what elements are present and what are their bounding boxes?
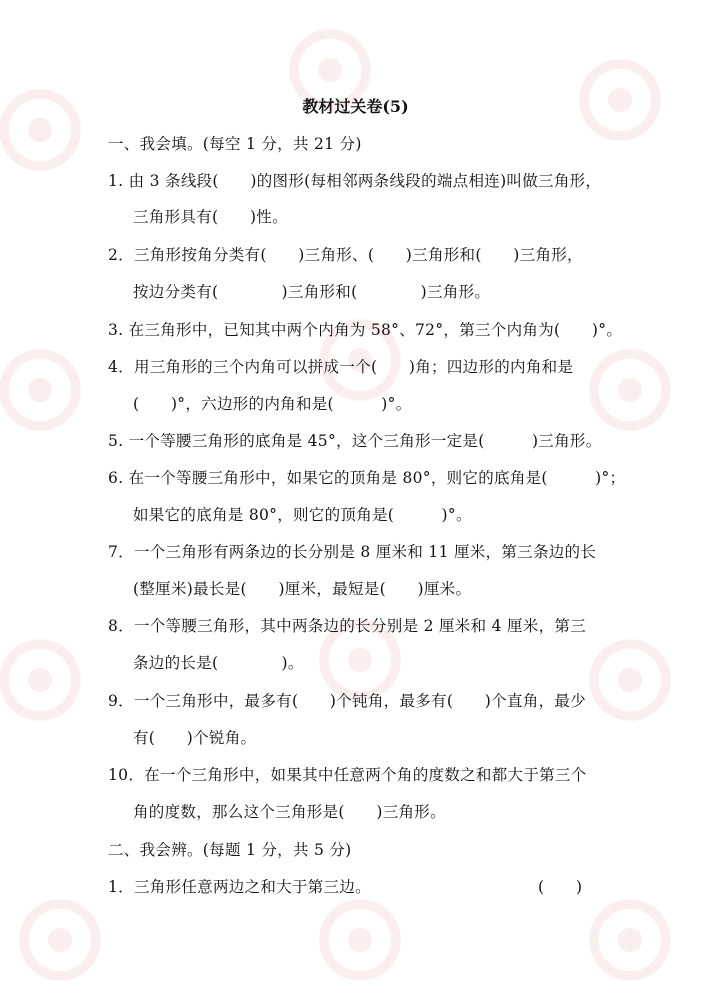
section-heading: 二、我会辨。(每题 1 分，共 5 分): [108, 841, 352, 859]
question-line: 1. 由 3 条线段( )的图形(每相邻两条线段的端点相连)叫做三角形，: [108, 172, 602, 190]
watermark-logo-icon: [0, 330, 100, 450]
watermark-logo-icon: [300, 880, 420, 1000]
question-line: 三角形具有( )性。: [133, 208, 288, 226]
question-line: 6. 在一个等腰三角形中，如果它的顶角是 80°，则它的底角是( )°；: [108, 469, 626, 487]
question-line: 有( )个锐角。: [133, 729, 257, 747]
question-line: (整厘米)最长是( )厘米，最短是( )厘米。: [133, 580, 472, 598]
question-line: ( )°，六边形的内角和是( )°。: [133, 395, 412, 413]
question-line: 2．三角形按角分类有( )三角形、( )三角形和( )三角形，: [108, 246, 583, 264]
watermark-logo-icon: [0, 880, 120, 1000]
question-line: 如果它的底角是 80°，则它的顶角是( )°。: [133, 506, 472, 524]
question-line: 10．在一个三角形中，如果其中任意两个角的度数之和都大于第三个: [108, 766, 587, 784]
question-line: 7．一个三角形有两条边的长分别是 8 厘米和 11 厘米，第三条边的长: [108, 543, 597, 561]
question-line: 条边的长是( )。: [133, 654, 304, 672]
watermark-logo-icon: [0, 620, 100, 740]
section-heading: 一、我会填。(每空 1 分，共 21 分): [108, 135, 362, 153]
watermark-logo-icon: [570, 620, 690, 740]
answer-bracket: ( ): [538, 878, 583, 896]
watermark-logo-icon: [0, 70, 100, 190]
question-line: 4．用三角形的三个内角可以拼成一个( )角；四边形的内角和是: [108, 358, 574, 376]
question-line: 9．一个三角形中，最多有( )个钝角，最多有( )个直角，最少: [108, 692, 586, 710]
question-line: 按边分类有( )三角形和( )三角形。: [133, 283, 491, 301]
watermark-logo-icon: [570, 880, 690, 1000]
question-line: 5. 一个等腰三角形的底角是 45°，这个三角形一定是( )三角形。: [108, 432, 602, 450]
question-line: 角的度数，那么这个三角形是( )三角形。: [133, 803, 446, 821]
question-line: 3. 在三角形中，已知其中两个内角为 58°、72°，第三个内角为( )°。: [108, 321, 623, 339]
page-title: 教材过关卷(5): [302, 97, 409, 116]
question-line: 1．三角形任意两边之和大于第三边。: [108, 878, 371, 896]
question-line: 8．一个等腰三角形，其中两条边的长分别是 2 厘米和 4 厘米，第三: [108, 617, 586, 635]
